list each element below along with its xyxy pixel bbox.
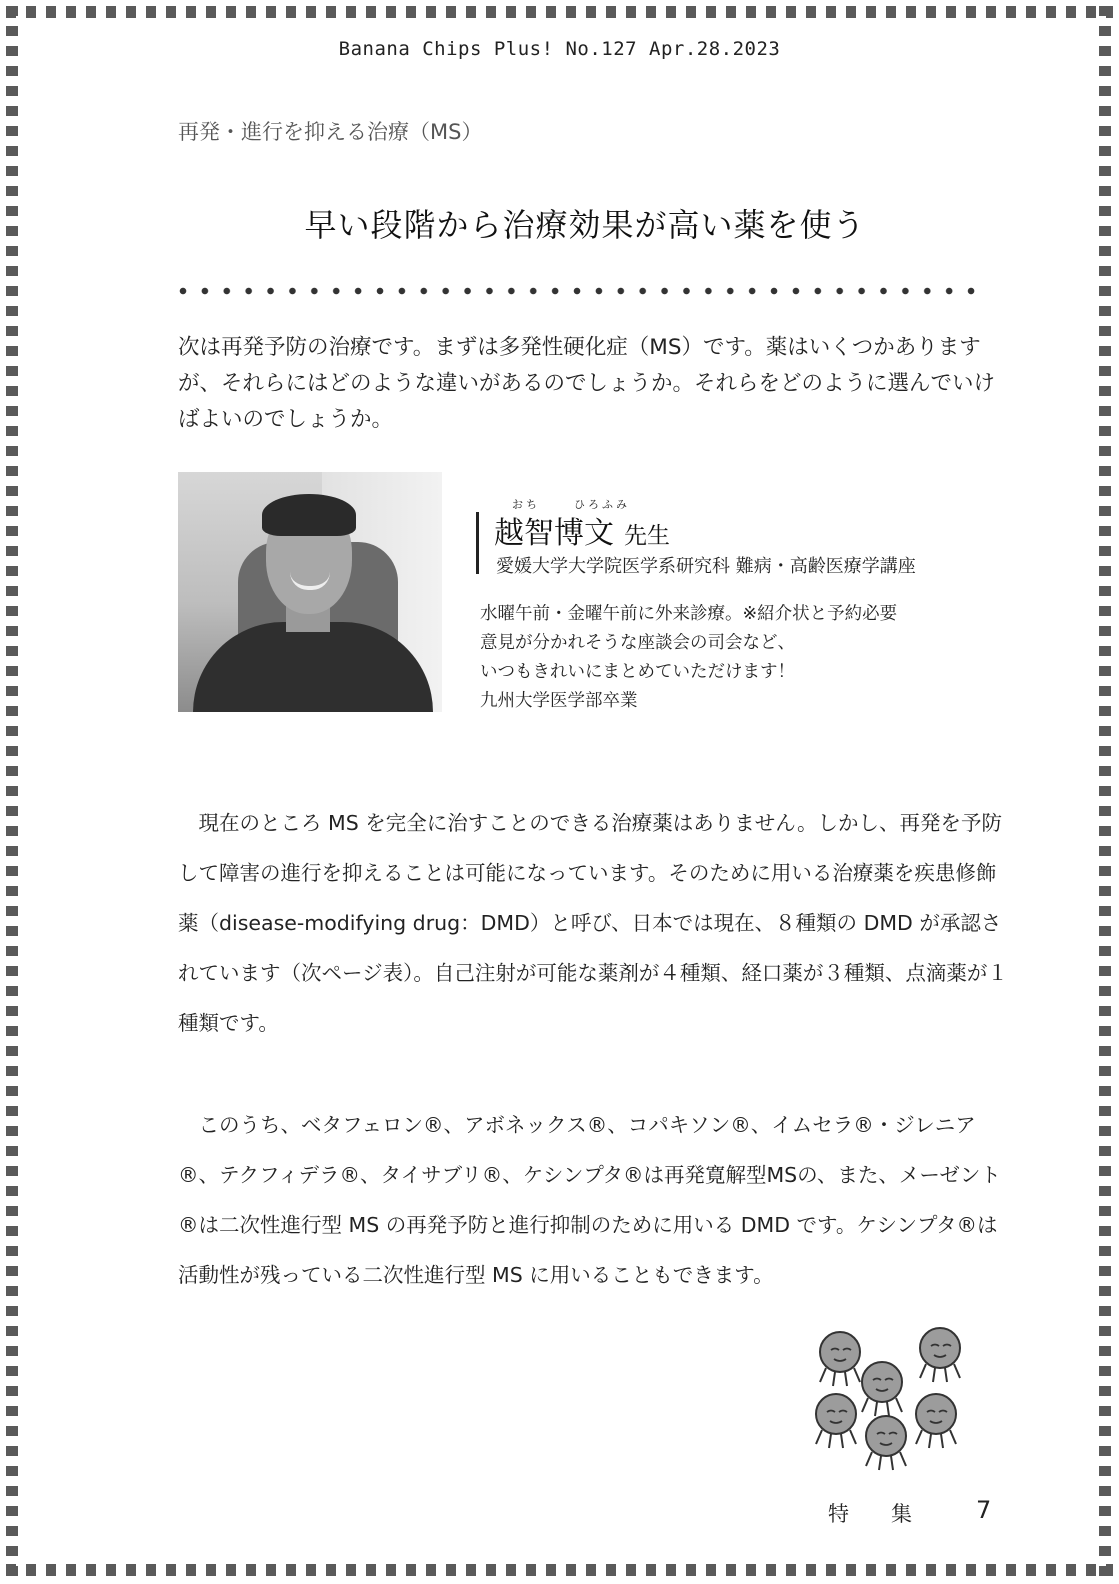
- newsletter-header: Banana Chips Plus! No.127 Apr.28.2023: [338, 38, 781, 60]
- body-paragraph-2: このうち、ベタフェロン®、アボネックス®、コパキソン®、イムセラ®・ジレニア®、テクフィデラ®、タイサブリ®、ケシンプタ®は再発寛解型MSの、また、メーゼント®は二次性進行型 MS の再発予防と進行抑制のために用いる DMD です。ケシンプタ®は活動性が残っている二次性進行型 MS に用いることもできます。: [178, 1113, 1001, 1287]
- body-paragraph-1: 現在のところ MS を完全に治すことのできる治療薬はありません。しかし、再発を予防して障害の進行を抑えることは可能になっています。そのために用いる治療薬を疾患修飾薬（disease-modifying drug：DMD）と呼び、日本では現在、８種類の DMD が承認されています（次ページ表）。自己注射が可能な薬剤が４種類、経口薬が３種類、点滴薬が１種類です。: [178, 811, 1008, 1035]
- bio-line: 意見が分かれそうな座談会の司会など、: [480, 633, 795, 653]
- dashed-border-top: [6, 6, 1113, 18]
- footer-label-shu: 集: [891, 1502, 912, 1526]
- bio-line: 九州大学医学部卒業: [480, 691, 638, 711]
- page-number: 7: [976, 1496, 992, 1524]
- section-label: 再発・進行を抑える治療（MS）: [178, 120, 483, 144]
- doctor-name-block: [494, 508, 670, 552]
- doctor-bio: [480, 600, 1040, 716]
- bio-line: いつもきれいにまとめていただけます！: [480, 662, 795, 682]
- banana-chips-mascots-illustration: [800, 1318, 980, 1478]
- doctor-photo: [178, 472, 442, 712]
- dashed-border-bottom: [6, 1564, 1113, 1576]
- name-accent-bar: [476, 512, 479, 574]
- ruby-surname: おち: [512, 498, 540, 511]
- doctor-honorific: 先生: [624, 523, 670, 549]
- bio-line: 水曜午前・金曜午前に外来診療。※紹介状と予約必要: [480, 604, 898, 624]
- intro-paragraph: 次は再発予防の治療です。まずは多発性硬化症（MS）です。薬はいくつかありますが、それらにはどのような違いがあるのでしょうか。それらをどのように選んでいけばよいのでしょうか。: [178, 335, 996, 432]
- page-title: 早い段階から治療効果が高い薬を使う: [304, 206, 866, 244]
- footer-label-toku: 特: [828, 1502, 849, 1526]
- page-footer: [828, 1498, 912, 1528]
- dotted-divider: [178, 286, 988, 296]
- doctor-affiliation: 愛媛大学大学院医学系研究科 難病・高齢医療学講座: [496, 556, 916, 577]
- ruby-given-name: ひろふみ: [574, 498, 630, 511]
- doctor-name: 越智博文: [494, 516, 614, 551]
